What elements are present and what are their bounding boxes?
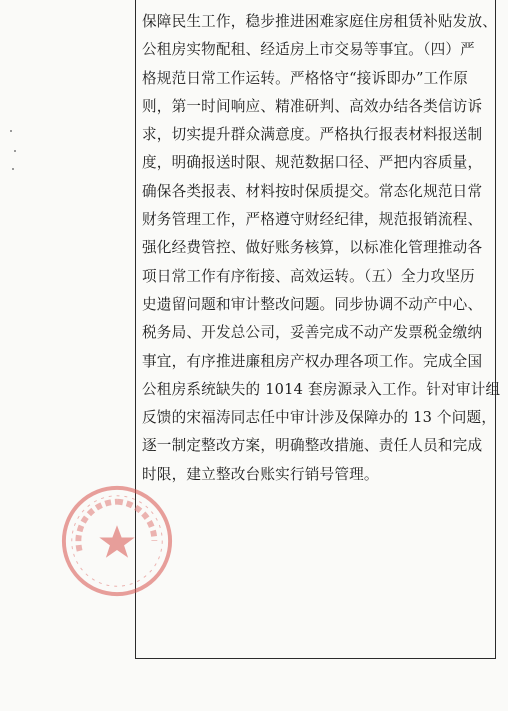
text-line: 格规范日常工作运转。严格恪守“接诉即办”工作原 [142, 69, 468, 87]
star-icon [99, 525, 134, 557]
text-line: 财务管理工作，严格遵守财经纪律，规范报销流程、 [142, 211, 483, 229]
body-text [142, 8, 501, 489]
text-line: 确保各类报表、材料按时保质提交。常态化规范日常 [142, 182, 483, 200]
text-line: 度，明确报送时限、规范数据口径、严把内容质量， [142, 154, 483, 172]
scan-speck [12, 168, 14, 170]
text-line: 税务局、开发总公司，妥善完成不动产发票税金缴纳 [142, 324, 483, 342]
text-line: 项日常工作有序衔接、高效运转。（五）全力攻坚历 [142, 267, 475, 285]
scan-speck [14, 150, 16, 152]
text-line: 时限，建立整改台账实行销号管理。 [142, 465, 379, 483]
text-line: 公租房系统缺失的 1014 套房源录入工作。针对审计组 [142, 380, 501, 398]
text-line: 事宜，有序推进廉租房产权办理各项工作。完成全国 [142, 352, 483, 370]
text-line: 求，切实提升群众满意度。严格执行报表材料报送制 [142, 126, 483, 144]
text-line: 公租房实物配租、经适房上市交易等事宜。（四）严 [142, 41, 475, 59]
text-line: 史遗留问题和审计整改问题。同步协调不动产中心、 [142, 295, 483, 313]
scan-speck [10, 130, 12, 132]
official-seal [58, 482, 176, 600]
text-line: 强化经费管控、做好账务核算，以标准化管理推动各 [142, 239, 483, 257]
text-line: 保障民生工作，稳步推进困难家庭住房租赁补贴发放、 [142, 13, 498, 30]
text-line: 反馈的宋福涛同志任中审计涉及保障办的 13 个问题， [142, 409, 497, 427]
text-line: 逐一制定整改方案，明确整改措施、责任人员和完成 [142, 437, 483, 455]
text-line: 则，第一时间响应、精准研判、高效办结各类信访诉 [142, 97, 483, 115]
